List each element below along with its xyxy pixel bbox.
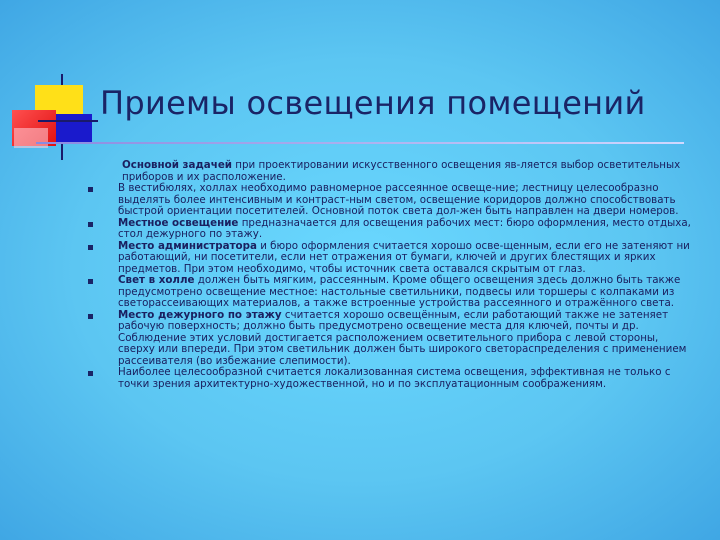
slide-content xyxy=(118,160,693,390)
list-item xyxy=(118,241,693,276)
bullet-icon xyxy=(88,187,93,192)
list-item xyxy=(118,275,693,310)
logo-blue-square xyxy=(56,114,92,144)
bullet-icon xyxy=(88,371,93,376)
item-bold: Место администратора xyxy=(118,239,257,252)
title-underline xyxy=(36,142,684,144)
intro-text: при проектировании искусственного освещения яв-ляется выбор осветительных приборов и их расположение. xyxy=(122,159,681,183)
list-item xyxy=(118,367,693,390)
list-item xyxy=(118,218,693,241)
item-text: должен быть мягким, рассеянным. Кроме общего освещения здесь должно быть также предусмотрено освещение местное: настольные светильники, подвесы или торшеры с колпаками из светорассеивающих материалов, а также встроенные устройства рассеянного и отражённого света. xyxy=(118,274,681,309)
item-text: Наиболее целесообразной считается локализованная система освещения, эффективная не только с точки зрения архитектурно-художественной, но и по эксплуатационным соображениям. xyxy=(118,366,671,390)
list-item xyxy=(118,183,693,218)
item-text: предназначается для освещения рабочих мест: бюро оформления, место отдыха, стол дежурного по этажу. xyxy=(118,216,691,240)
item-text: считается хорошо освещённым, если работающий также не затеняет рабочую поверхность; должно быть предусмотрено освещение места для ключей, почты и др. Соблюдение этих условий достигается расположением осветительного прибора с левой стороны, сверху или впереди. При этом светильник должен быть широкого светораспределения с применением рассеивателя (во избежание слепимости). xyxy=(118,308,687,367)
intro-paragraph xyxy=(118,160,693,183)
bullet-icon xyxy=(88,314,93,319)
item-bold: Свет в холле xyxy=(118,274,195,286)
bullet-icon xyxy=(88,279,93,284)
item-bold: Место дежурного по этажу xyxy=(118,308,282,321)
bullet-icon xyxy=(88,222,93,227)
item-text: и бюро оформления считается хорошо осве-щенным, если его не затеняют ни работающий, ни посетители, если нет отражения от бумаги, ключей и других блестящих и ярких предметов. При этом необходимо, чтобы источник света оставался скрытым от глаз. xyxy=(118,239,690,275)
list-item xyxy=(118,310,693,368)
item-text: В вестибюлях, холлах необходимо равномерное рассеянное освеще-ние; лестницу целесообразно выделять более интенсивным и контраст-ным светом, освещение коридоров должно способствовать быстрой ориентации посетителей. Основной поток света дол-жен быть направлен на двери номеров. xyxy=(118,182,679,217)
bullet-icon xyxy=(88,245,93,250)
logo-pink-square xyxy=(14,128,48,148)
bullet-list xyxy=(118,183,693,390)
slide-title: Приемы освещения помещений xyxy=(100,84,646,122)
logo-horizontal-line xyxy=(38,120,98,122)
intro-bold: Основной задачей xyxy=(122,159,233,171)
item-bold: Местное освещение xyxy=(118,216,239,229)
